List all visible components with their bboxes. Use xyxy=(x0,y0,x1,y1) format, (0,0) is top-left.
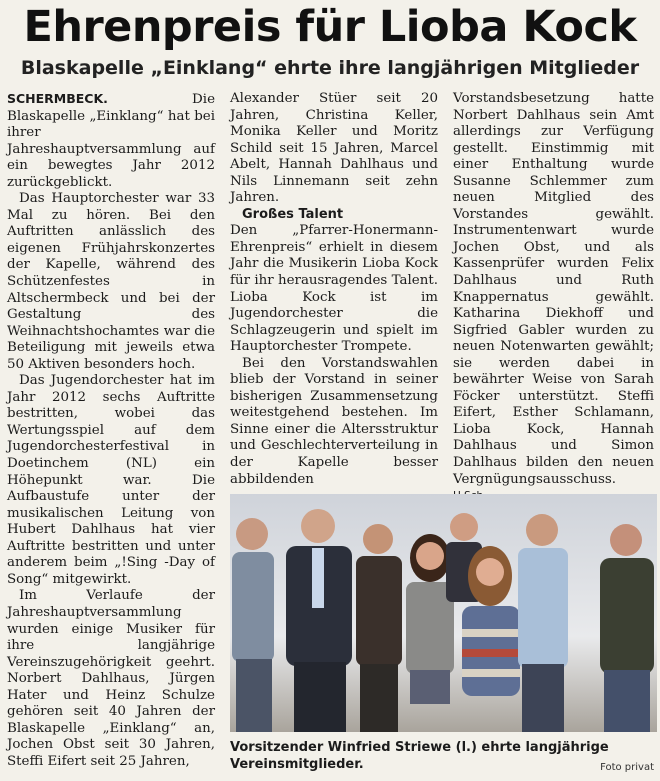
paragraph-4-continued: Alexander Stüer seit 20 Jahren, Christina Keller, Monika Keller und Moritz Schild seit 15 Jahren, Marcel Abelt, Hannah Dahlhaus und Nils Linnemann seit zehn Jahren. xyxy=(230,91,438,206)
dateline: SCHERMBECK. xyxy=(7,91,108,106)
paragraph-6: Bei den Vorstandswahlen blieb der Vorstand in seiner bisherigen Zusammensetzung weitestgehend bestehen. Im Sinne einer die Altersstruktur und Geschlechterverteilung in der Kapelle besser abbildenden xyxy=(230,355,438,487)
paragraph-2: Das Hauptorchester war 33 Mal zu hören. Bei den Auftritten anlässlich des eigenen Frühjahrskonzertes der Kapelle, während des Schützenfestes in Altschermbeck und bei der Gestaltung des Weihnachtshochamtes war die Beteiligung mit jeweils etwa 50 Aktiven besonders hoch. xyxy=(7,191,215,372)
photo-credit: Foto privat xyxy=(600,762,654,773)
paragraph-5: Den „Pfarrer-Honermann-Ehrenpreis“ erhielt in diesem Jahr die Musikerin Lioba Kock für ihr herausragendes Talent. Lioba Kock ist im Jugendorchester die Schlagzeugerin und spielt im Hauptorchester Trompete. xyxy=(230,223,438,355)
group-photo-illustration xyxy=(230,494,657,732)
article-column-1 xyxy=(7,91,215,770)
lead-paragraph xyxy=(7,91,215,191)
headline: Ehrenpreis für Lioba Kock xyxy=(23,2,637,52)
section-heading: Großes Talent xyxy=(242,206,344,222)
paragraph-4: Im Verlaufe der Jahreshauptversammlung wurden einige Musiker für ihre langjährige Vereinszugehörigkeit geehrt. Norbert Dahlhaus, Jürgen Hater und Heinz Schulze gehören seit 40 Jahren der Blaskapelle „Einklang“ an, Jochen Obst seit 30 Jahren, Steffi Eifert seit 25 Jahren, xyxy=(7,588,215,769)
group-photo xyxy=(230,494,657,732)
subheadline: Blaskapelle „Einklang“ ehrte ihre langjährigen Mitglieder xyxy=(20,57,640,79)
article-column-3 xyxy=(453,91,654,505)
paragraph-1-text: Die Blaskapelle „Einklang“ hat bei ihrer Jahreshauptversammlung auf ein bewegtes Jahr 2012 zurückgeblickt. xyxy=(7,92,215,190)
paragraph-6-continued: Vorstandsbesetzung hatte Norbert Dahlhaus sein Amt allerdings zur Verfügung gestellt. Einstimmig mit einer Enthaltung wurde Susanne Schlemmer zum neuen Mitglied des Vorstandes gewählt. Instrumentenwart wurde Jochen Obst, und als Kassenprüfer wurden Felix Dahlhaus und Ruth Knappernatus gewählt. Katharina Diekhoff und Sigfried Gabler wurden zu neuen Notenwarten gewählt; sie werden dabei in bewährter Weise von Sarah Föcker unterstützt. Steffi Eifert, Esther Schlamann, Lioba Kock, Hannah Dahlhaus und Simon Dahlhaus bilden den neuen Vergnügungsausschuss. xyxy=(453,91,654,487)
article-column-2 xyxy=(230,91,438,488)
photo-caption: Vorsitzender Winfried Striewe (l.) ehrte langjährige Vereinsmitglieder. xyxy=(230,740,609,772)
paragraph-3: Das Jugendorchester hat im Jahr 2012 sechs Auftritte bestritten, wobei das Wertungsspiel auf dem Jugendorchesterfestival in Doetinchem (NL) ein Höhepunkt war. Die Aufbaustufe unter der musikalischen Leitung von Hubert Dahlhaus hat vier Auftritte bestritten und unter anderem beim „!Sing -Day of Song“ mitgewirkt. xyxy=(7,373,215,587)
